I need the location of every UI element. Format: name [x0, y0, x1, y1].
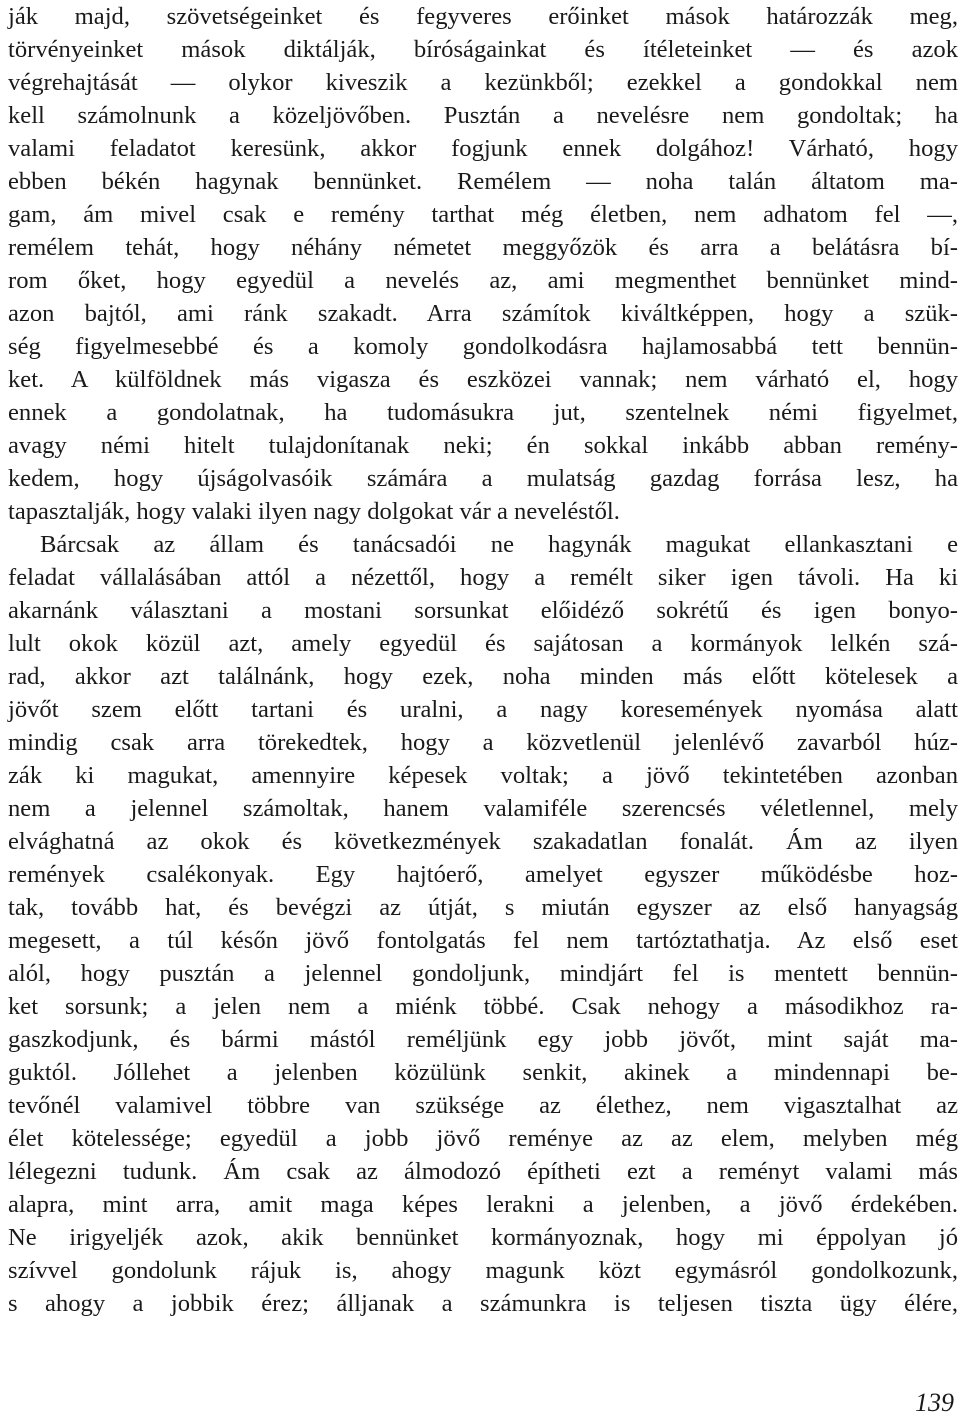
text-line: tapasztalják, hogy valaki ilyen nagy dolgokat vár a neveléstől. — [8, 498, 620, 525]
text-line: azon bajtól, ami ránk szakadt. Arra számítok kiváltképpen, hogy a szük- — [8, 300, 958, 327]
text-line: Ne irigyeljék azok, akik bennünket kormányoznak, hogy mi éppolyan jó — [8, 1224, 958, 1251]
text-line: guktól. Jóllehet a jelenben közülünk senkit, akinek a mindennapi be- — [8, 1059, 958, 1086]
text-line: ket. A külföldnek más vigasza és eszközei vannak; nem várható el, hogy — [8, 366, 958, 393]
text-line: ség figyelmesebbé és a komoly gondolkodásra hajlamosabbá tett bennün- — [8, 333, 958, 360]
text-line: gaszkodjunk, és bármi mástól reméljünk egy jobb jövőt, mint saját ma- — [8, 1026, 958, 1053]
text-line: ják majd, szövetségeinket és fegyveres erőinket mások határozzák meg, — [8, 3, 958, 30]
document-page — [8, 0, 958, 1320]
text-line: Bárcsak az állam és tanácsadói ne hagynák magukat ellankasztani e — [40, 531, 958, 558]
text-line: ennek a gondolatnak, ha tudomásukra jut, szentelnek némi figyelmet, — [8, 399, 958, 426]
text-line: rad, akkor azt találnánk, hogy ezek, noha minden más előtt kötelesek a — [8, 663, 958, 690]
text-line: törvényeinket mások diktálják, bíróságainkat és ítéleteinket — és azok — [8, 36, 958, 63]
text-line: lult okok közül azt, amely egyedül és sajátosan a kormányok lelkén szá- — [8, 630, 958, 657]
text-line: remélem tehát, hogy néhány németet meggyőzök és arra a belátásra bí- — [8, 234, 958, 261]
text-line: tevőnél valamivel többre van szüksége az élethez, nem vigasztalhat az — [8, 1092, 958, 1119]
text-line: feladat vállalásában attól a nézettől, hogy a remélt siker igen távoli. Ha ki — [8, 564, 958, 591]
text-line: alól, hogy pusztán a jelennel gondoljunk, mindjárt fel is mentett bennün- — [8, 960, 958, 987]
text-line: alapra, mint arra, amit maga képes lerakni a jelenben, a jövő érdekében. — [8, 1191, 958, 1218]
text-line: szívvel gondolunk rájuk is, ahogy magunk közt egymásról gondolkozunk, — [8, 1257, 958, 1284]
text-line: gam, ám mivel csak e remény tarthat még életben, nem adhatom fel —, — [8, 201, 958, 228]
text-line: megesett, a túl későn jövő fontolgatás fel nem tartóztathatja. Az első eset — [8, 927, 958, 954]
text-line: remények csalékonyak. Egy hajtóerő, amelyet egyszer működésbe hoz- — [8, 861, 958, 888]
text-line: s ahogy a jobbik érez; álljanak a számunkra is teljesen tiszta ügy élére, — [8, 1290, 958, 1317]
text-line: ebben békén hagynak bennünket. Remélem — noha talán áltatom ma- — [8, 168, 958, 195]
text-line: akarnánk választani a mostani sorsunkat előidéző sokrétű és igen bonyo- — [8, 597, 958, 624]
text-line: rom őket, hogy egyedül a nevelés az, ami megmenthet bennünket mind- — [8, 267, 958, 294]
paragraph — [8, 0, 958, 528]
text-line: ket sorsunk; a jelen nem a miénk többé. Csak nehogy a másodikhoz ra- — [8, 993, 958, 1020]
text-line: valami feladatot keresünk, akkor fogjunk ennek dolgához! Várható, hogy — [8, 135, 958, 162]
text-line: élet kötelessége; egyedül a jobb jövő reménye az az elem, melyben még — [8, 1125, 958, 1152]
text-line: zák ki magukat, amennyire képesek voltak; a jövő tekintetében azonban — [8, 762, 958, 789]
text-line: jövőt szem előtt tartani és uralni, a nagy koresemények nyomása alatt — [8, 696, 958, 723]
text-line: lélegezni tudunk. Ám csak az álmodozó építheti ezt a reményt valami más — [8, 1158, 958, 1185]
paragraph — [8, 528, 958, 1320]
text-line: mindig csak arra törekedtek, hogy a közvetlenül jelenlévő zavarból húz- — [8, 729, 958, 756]
text-line: végrehajtását — olykor kiveszik a kezünkből; ezekkel a gondokkal nem — [8, 69, 958, 96]
text-line: elvághatná az okok és következmények szakadatlan fonalát. Ám az ilyen — [8, 828, 958, 855]
text-line: kedem, hogy újságolvasóik számára a mulatság gazdag forrása lesz, ha — [8, 465, 958, 492]
page-number: 139 — [915, 1388, 954, 1417]
text-line: tak, tovább hat, és bevégzi az útját, s miután egyszer az első hanyagság — [8, 894, 958, 921]
text-line: avagy némi hitelt tulajdonítanak neki; én sokkal inkább abban remény- — [8, 432, 958, 459]
text-line: kell számolnunk a közeljövőben. Pusztán a nevelésre nem gondoltak; ha — [8, 102, 958, 129]
text-line: nem a jelennel számoltak, hanem valamiféle szerencsés véletlennel, mely — [8, 795, 958, 822]
